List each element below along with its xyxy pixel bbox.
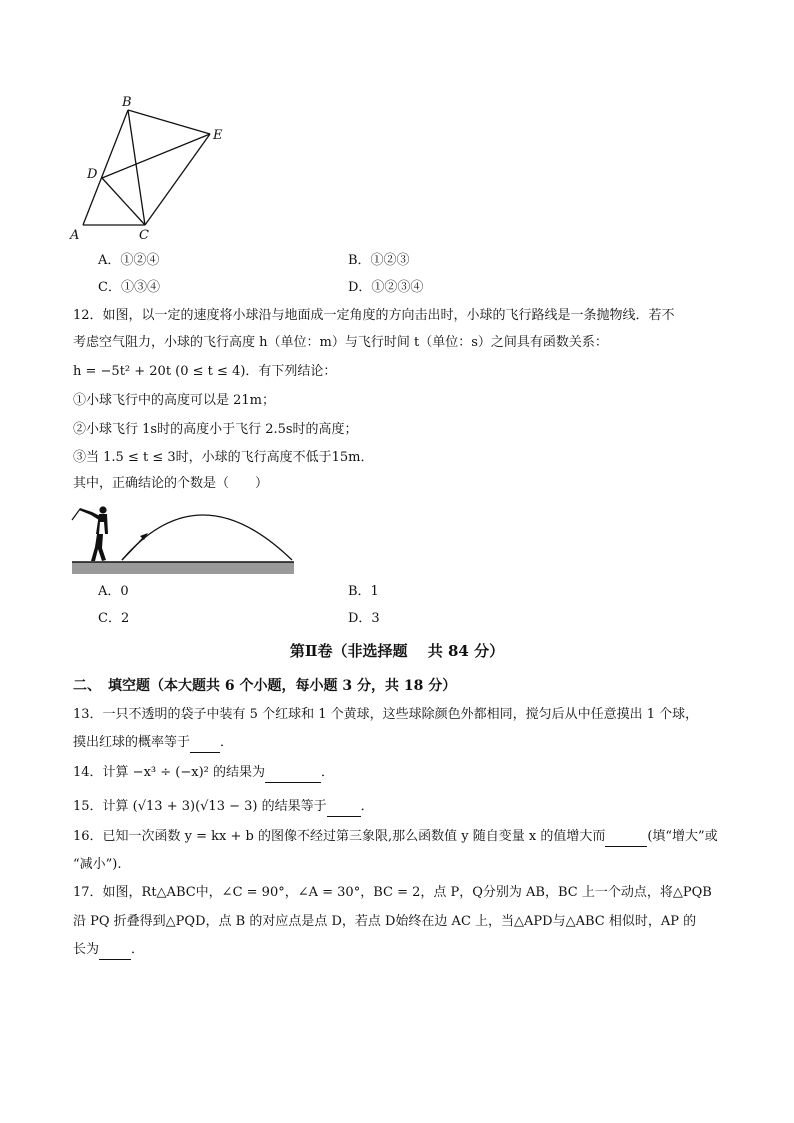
q15-line [73,797,374,817]
q12-line-2: 考虑空气阻力，小球的飞行高度 h（单位：m）与飞行时间 t（单位：s）之间具有函数关系： [73,335,608,350]
q13-line-2 [73,733,233,753]
segment-be [128,110,210,134]
q12-function: h = −5t² + 20t (0 ≤ t ≤ 4)．有下列结论： [73,364,337,379]
q16-line-1 [73,827,718,847]
q11-option-b[interactable]: B．①②③ [348,253,410,268]
q17-line-3 [73,940,144,960]
q12-conclusion-3: ③当 1.5 ≤ t ≤ 3时，小球的飞行高度不低于15m． [73,450,374,465]
segment-bc [128,110,145,225]
q17-text: 长为 [73,942,100,957]
q14-period: ． [320,765,334,780]
q16-line-2: “减小”). [73,857,122,872]
q12-conclusion-2: ②小球飞行 1s时的高度小于飞行 2.5s时的高度； [73,422,358,437]
q14-text: 14．计算 −x³ ÷ (−x)² 的结果为 [73,765,265,780]
q12-line-1: 12．如图，以一定的速度将小球沿与地面成一定角度的方向击出时，小球的飞行路线是一条抛物线．若不 [73,308,675,323]
ground-strip [72,562,294,574]
golfer-silhouette [72,506,108,561]
section-2-title: 第Ⅱ卷（非选择题 共 84 分） [289,642,505,660]
q11-option-a[interactable]: A．①②④ [98,253,160,268]
label-c: C [139,228,149,243]
q12-option-a[interactable]: A．0 [98,584,129,599]
q12-option-d[interactable]: D．3 [348,611,380,626]
q12-conclusion-1: ①小球飞行中的高度可以是 21m； [73,393,276,408]
q12-option-b[interactable]: B．1 [348,584,379,599]
q17-line-1: 17．如图，Rt△ABC中，∠C = 90°，∠A = 30°，BC = 2，点 P，Q分别为 AB，BC 上一个动点，将△PQB [73,885,712,900]
q16-text: 16．已知一次函数 y = kx + b 的图像不经过第三象限,那么函数值 y 随自变量 x 的值增大而 [73,829,606,844]
label-e: E [213,128,223,143]
geometry-figure [66,92,236,244]
q17-period: ． [131,942,145,957]
q11-option-d[interactable]: D．①②③④ [348,280,424,295]
label-d: D [87,167,98,182]
flight-parabola [122,515,292,560]
q16-answer-blank[interactable] [605,832,647,847]
q14-line [73,763,334,783]
q12-option-c[interactable]: C．2 [98,611,130,626]
label-a: A [70,228,80,243]
q13-line-1: 13．一只不透明的袋子中装有 5 个红球和 1 个黄球，这些球除颜色外都相同，搅匀后从中任意摸出 1 个球， [73,707,699,722]
q17-line-2: 沿 PQ 折叠得到△PQD，点 B 的对应点是点 D，若点 D始终在边 AC 上，当△APD与△ABC 相似时，AP 的 [73,914,697,929]
q13-answer-blank[interactable] [190,738,220,753]
label-b: B [122,95,132,110]
q16-hint: (填“增大”或 [647,829,718,844]
q17-answer-blank[interactable] [99,945,131,960]
q15-answer-blank[interactable] [327,802,361,817]
section-2-subtitle: 二、 填空题（本大题共 6 个小题，每小题 3 分，共 18 分） [73,678,457,694]
launch-arrow [122,536,145,560]
q12-question: 其中，正确结论的个数是（ ） [73,476,269,491]
q15-text: 15．计算 (√13 + 3)(√13 − 3) 的结果等于 [73,799,327,814]
q15-period: ． [360,799,374,814]
q13-text: 摸出红球的概率等于 [73,735,191,750]
golf-figure [70,500,300,580]
q14-answer-blank[interactable] [265,768,321,783]
q11-option-c[interactable]: C．①③④ [98,280,160,295]
q13-period: ． [220,735,234,750]
